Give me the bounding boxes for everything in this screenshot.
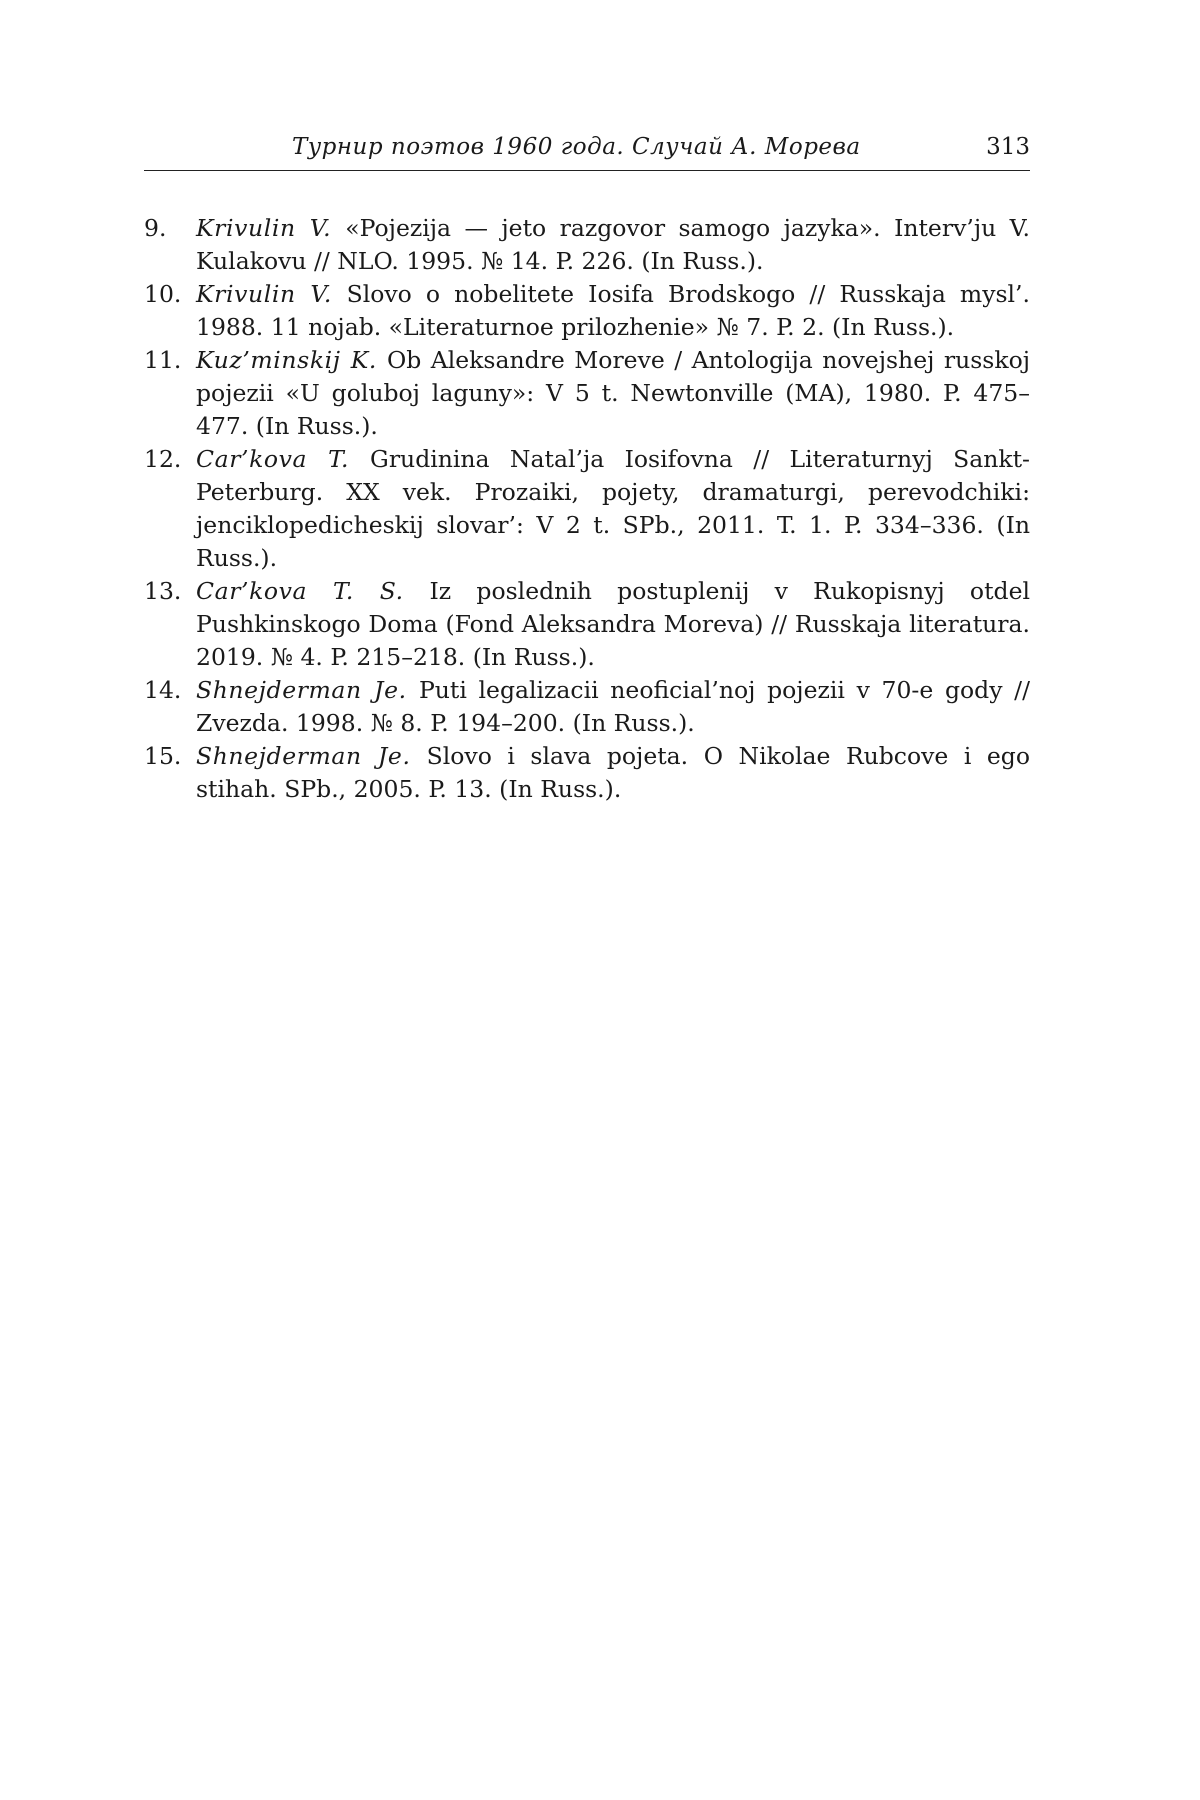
- reference-item: [144, 740, 1030, 806]
- reference-text: Slovo i slava pojeta. O Nikolae Rubcove i ego stihah. SPb., 2005. P. 13. (In Russ.).: [196, 742, 1030, 803]
- page-number: 313: [986, 134, 1030, 160]
- reference-author: Car’kova T.: [196, 445, 371, 473]
- reference-number: 12.: [144, 445, 182, 473]
- reference-item: [144, 212, 1030, 278]
- reference-item: [144, 443, 1030, 575]
- reference-number: 15.: [144, 742, 182, 770]
- reference-author: Shnejderman Je.: [196, 676, 419, 704]
- reference-text: Grudinina Natal’ja Iosifovna // Literaturnyj Sankt-Peterburg. XX vek. Prozaiki, pojety, dramaturgi, perevodchiki: jenciklopedicheskij slovar’: V 2 t. SPb., 2011. T. 1. P. 334–336. (In Russ.).: [196, 445, 1030, 572]
- reference-number: 9.: [144, 214, 167, 242]
- reference-text: Puti legalizacii neoficial’noj pojezii v 70-e gody // Zvezda. 1998. № 8. P. 194–200. (In Russ.).: [196, 676, 1030, 737]
- reference-list: [144, 212, 1030, 806]
- reference-text: Ob Aleksandre Moreve / Antologija novejshej russkoj pojezii «U goluboj laguny»: V 5 t. Newtonville (MA), 1980. P. 475–477. (In Russ.).: [196, 346, 1030, 440]
- document-page: [144, 0, 1030, 1800]
- reference-text: Slovo o nobelitete Iosifa Brodskogo // Russkaja mysl’. 1988. 11 nojab. «Literaturnoe prilozhenie» № 7. P. 2. (In Russ.).: [196, 280, 1030, 341]
- reference-author: Krivulin V.: [196, 214, 346, 242]
- reference-author: Krivulin V.: [196, 280, 347, 308]
- reference-number: 14.: [144, 676, 182, 704]
- reference-author: Car’kova T. S.: [196, 577, 430, 605]
- running-title: Турнир поэтов 1960 года. Случай А. Морева: [292, 134, 861, 160]
- reference-author: Shnejderman Je.: [196, 742, 427, 770]
- reference-item: [144, 344, 1030, 443]
- reference-number: 10.: [144, 280, 182, 308]
- reference-item: [144, 674, 1030, 740]
- reference-text: «Pojezija — jeto razgovor samogo jazyka». Interv’ju V. Kulakovu // NLO. 1995. № 14. P. 226. (In Russ.).: [196, 214, 1030, 275]
- running-header: [144, 130, 1030, 171]
- reference-item: [144, 278, 1030, 344]
- reference-number: 13.: [144, 577, 182, 605]
- reference-item: [144, 575, 1030, 674]
- reference-number: 11.: [144, 346, 182, 374]
- reference-author: Kuz’minskij K.: [196, 346, 387, 374]
- reference-text: Iz poslednih postuplenij v Rukopisnyj otdel Pushkinskogo Doma (Fond Aleksandra Moreva) // Russkaja literatura. 2019. № 4. P. 215–218. (In Russ.).: [196, 577, 1030, 671]
